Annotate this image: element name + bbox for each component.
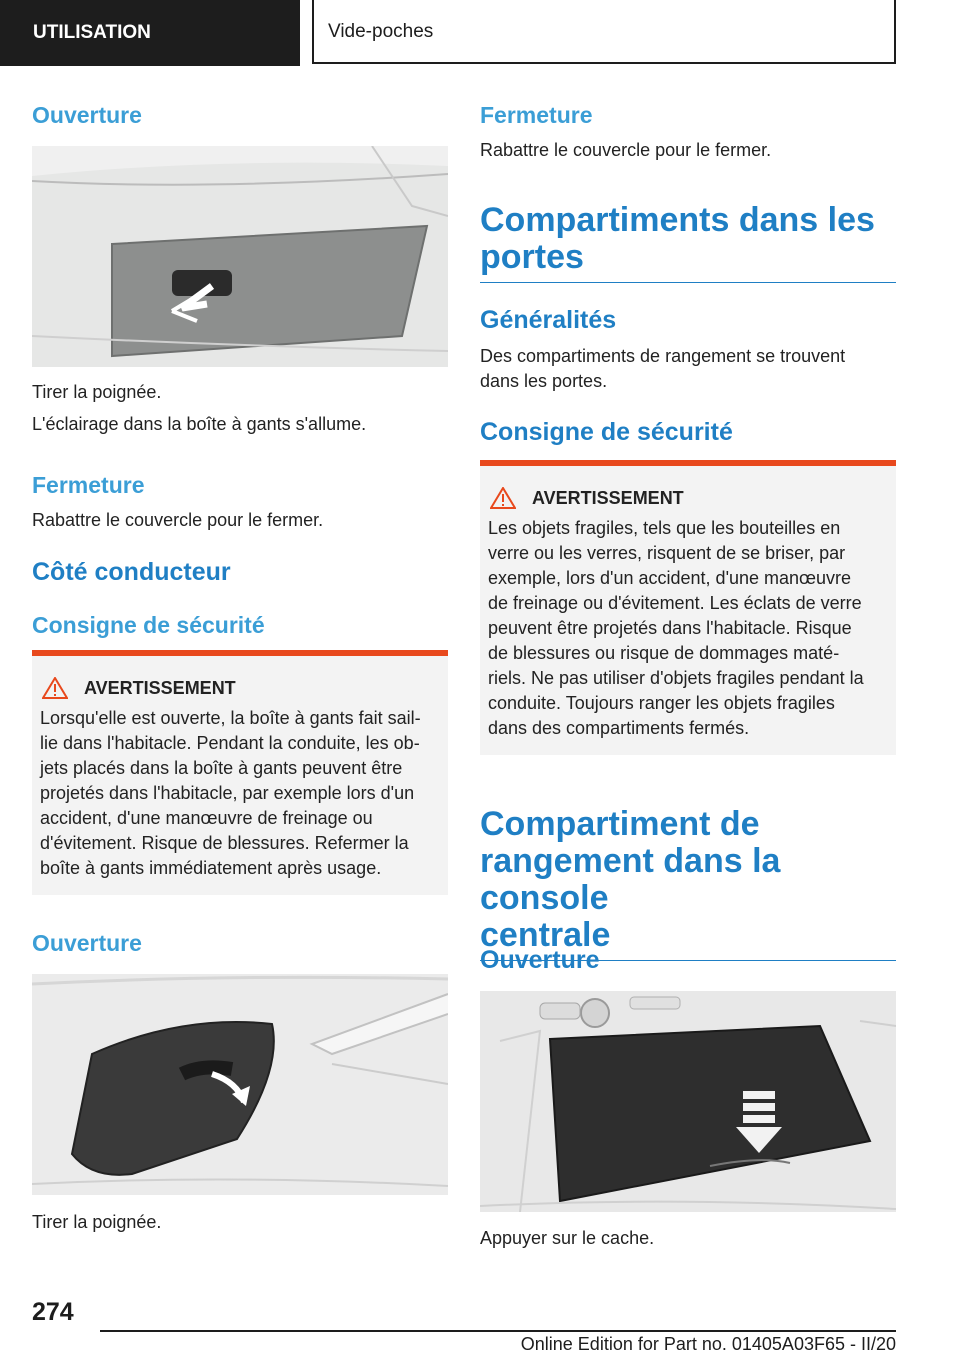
driver-compartment-photo: [32, 974, 448, 1195]
text-generalites-2: dans les portes.: [480, 371, 608, 391]
page-number: 274: [32, 1298, 74, 1326]
topic-label: Vide-poches: [312, 0, 896, 64]
text-rabattre-r: Rabattre le couvercle pour le fermer.: [480, 140, 772, 160]
warning-box: [32, 650, 448, 895]
console-photo: [480, 991, 896, 1212]
warning-line: Les objets fragiles, tels que les bouteilles en: [488, 518, 841, 538]
warning-line: boîte à gants immédiatement après usage.: [40, 858, 382, 878]
warning-line: conduite. Toujours ranger les objets fragiles: [488, 693, 835, 713]
warning-line: riels. Ne pas utiliser d'objets fragiles pendant la: [488, 668, 864, 688]
heading-line: Compartiment de: [480, 805, 760, 843]
warning-line: dans des compartiments fermés.: [488, 718, 750, 738]
heading-cote-conducteur: Côté conducteur: [32, 558, 231, 586]
heading-consigne-securite-r: Consigne de sécurité: [480, 418, 733, 446]
heading-consigne-securite: Consigne de sécurité: [32, 612, 265, 638]
heading-compartiments-portes: [480, 202, 896, 283]
heading-line: rangement dans la console: [480, 842, 781, 917]
warning-title-text: AVERTISSEMENT: [84, 678, 236, 698]
heading-line: Compartiments dans les: [480, 201, 875, 239]
text-rabattre: Rabattre le couvercle pour le fermer.: [32, 510, 324, 530]
glovebox-photo: [32, 146, 448, 367]
text-eclairage: L'éclairage dans la boîte à gants s'allume.: [32, 414, 367, 434]
warning-triangle-icon: [42, 677, 68, 699]
warning-line: jets placés dans la boîte à gants peuvent être: [40, 758, 403, 778]
driver-compartment-icon: [32, 974, 448, 1195]
page-header: [0, 0, 960, 66]
heading-line: centrale: [480, 916, 611, 954]
warning-line: de blessures ou risque de dommages maté-: [488, 643, 840, 663]
glovebox-handle-icon: [32, 146, 448, 367]
warning-box-r: [480, 460, 896, 755]
text-tirer-poignee-2: Tirer la poignée.: [32, 1212, 162, 1232]
warning-line: verre ou les verres, risquent de se briser, par: [488, 543, 846, 563]
heading-fermeture: Fermeture: [32, 472, 145, 498]
heading-ouverture-2: Ouverture: [32, 930, 142, 956]
warning-line: lie dans l'habitacle. Pendant la conduite, les ob-: [40, 733, 420, 753]
heading-line: portes: [480, 238, 584, 276]
section-label: UTILISATION: [0, 0, 300, 66]
warning-title-text: AVERTISSEMENT: [532, 488, 684, 508]
heading-ouverture: Ouverture: [32, 102, 142, 128]
heading-generalites: Généralités: [480, 306, 617, 334]
warning-line: exemple, lors d'un accident, d'une manœuvre: [488, 568, 852, 588]
text-generalites-1: Des compartiments de rangement se trouvent: [480, 346, 846, 366]
text-tirer-poignee: Tirer la poignée.: [32, 382, 162, 402]
warning-triangle-icon: [490, 487, 516, 509]
text-appuyer-cache: Appuyer sur le cache.: [480, 1228, 655, 1248]
warning-line: de freinage ou d'évitement. Les éclats de verre: [488, 593, 862, 613]
footer-edition: Online Edition for Part no. 01405A03F65 - II/20: [520, 1334, 896, 1354]
heading-ouverture-r: Ouverture: [480, 946, 600, 974]
warning-line: d'évitement. Risque de blessures. Refermer la: [40, 833, 409, 853]
warning-line: projetés dans l'habitacle, par exemple lors d'un: [40, 783, 415, 803]
warning-title: [40, 676, 442, 700]
warning-line: peuvent être projetés dans l'habitacle. Risque: [488, 618, 852, 638]
heading-fermeture-r: Fermeture: [480, 102, 593, 128]
footer-divider: [100, 1330, 896, 1332]
heading-console-centrale: [480, 806, 896, 961]
console-compartment-icon: [480, 991, 896, 1212]
warning-line: accident, d'une manœuvre de freinage ou: [40, 808, 373, 828]
warning-title: [488, 486, 890, 510]
warning-line: Lorsqu'elle est ouverte, la boîte à gants fait sail-: [40, 708, 421, 728]
